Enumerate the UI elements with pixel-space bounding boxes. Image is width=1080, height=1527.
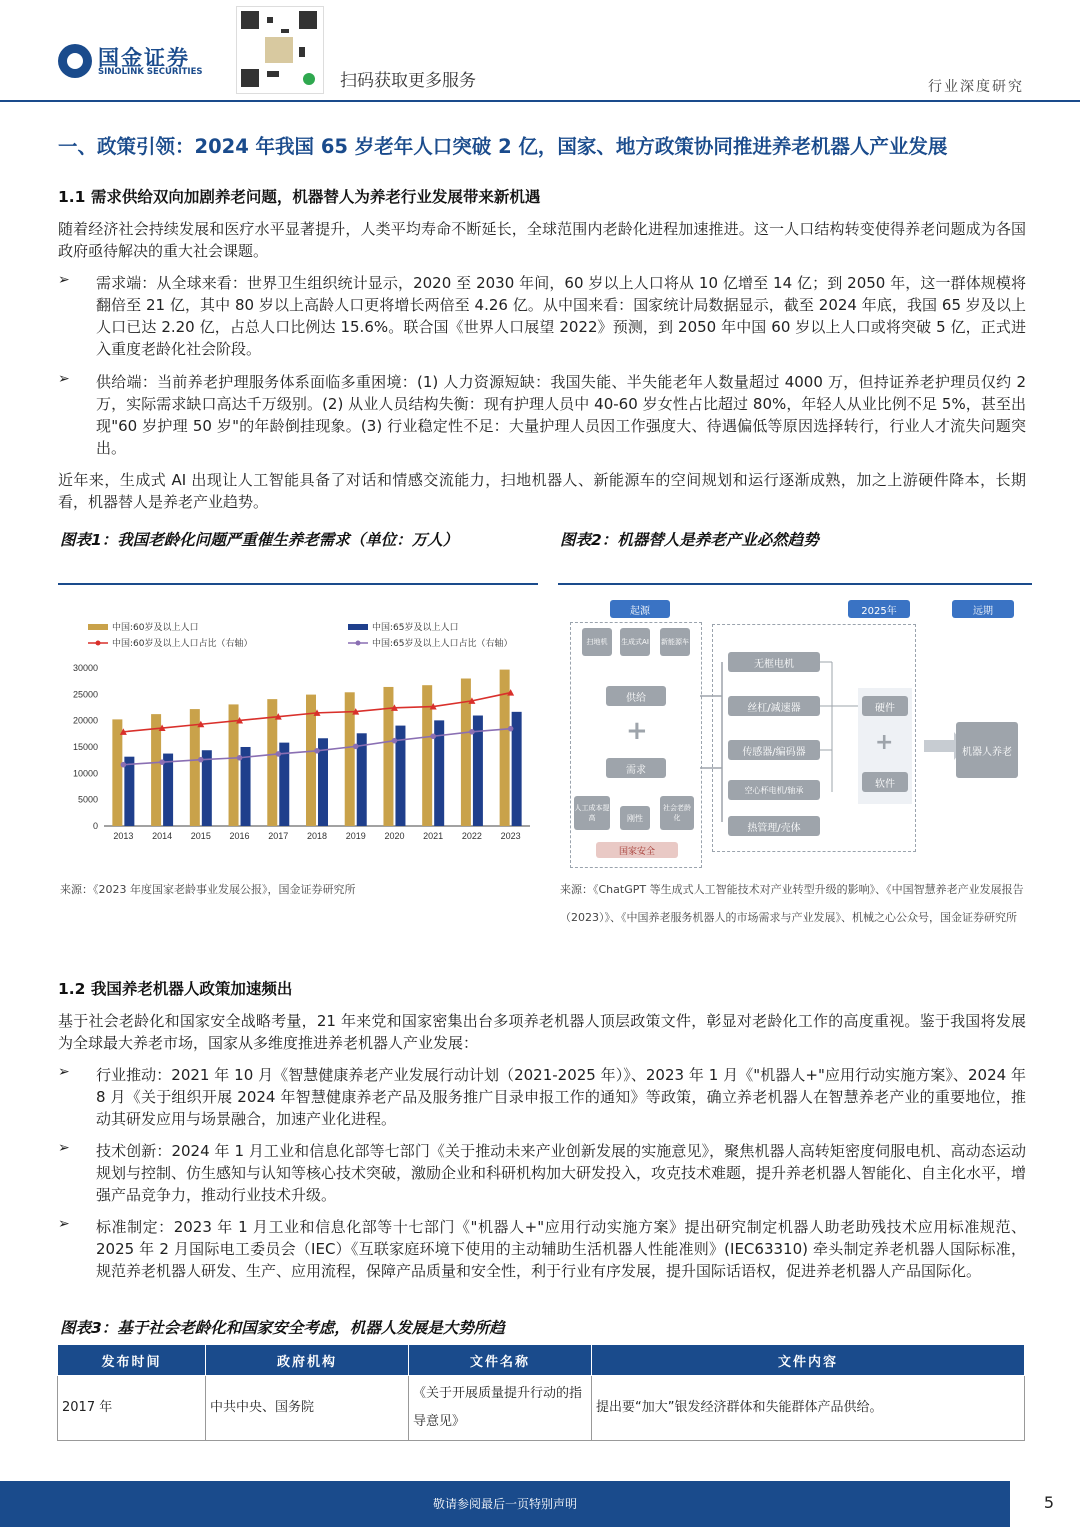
bar (163, 754, 173, 826)
bullet-industry: 行业推动：2021 年 10 月《智慧健康养老产业发展行动计划（2021-2025 年）》、2023 年 1 月《"机器人+"应用行动实施方案》、2024 年 8 月《关于组织开展 2024 年智慧健康养老产品及服务推广目录申报工作的通知》等政策，确立养老机器人在智慧养老产业的重要地位，推动其研发应用与场景融合，加速产业化进程。 (96, 1066, 1026, 1128)
cell-content: 提出要“加大”银发经济群体和失能群体产品供给。 (592, 1376, 1025, 1441)
src-item: 扫地机 (582, 628, 612, 656)
src-item: 新能源车 (660, 628, 690, 656)
legend-label: 中国:65岁及以上人口 (372, 623, 459, 633)
page-number: 5 (1043, 1493, 1054, 1512)
bullet-tech: 技术创新：2024 年 1 月工业和信息化部等七部门《关于推动未来产业创新发展的实施意见》，聚焦机器人高转矩密度伺服电机、高动态运动规划与控制、仿生感知与认知等核心技术突破，激励企业和科研机构加大研发投入，攻克技术难题，提升养老机器人智能化、自主化水平，增强产品竞争力，推动行业技术升级。 (96, 1142, 1027, 1204)
col-header-agency: 政府机构 (206, 1345, 409, 1376)
supply-box: 供给 (606, 686, 666, 706)
logo-icon (58, 44, 92, 78)
y-tick-label: 20000 (72, 715, 98, 726)
bullet-demand: 需求端：从全球来看：世界卫生组织统计显示，2020 至 2030 年间，60 岁以上人口将从 10 亿增至 14 亿；到 2050 年，这一群体规模将翻倍至 21 亿，其中 80 岁以上高龄人口更将增长两倍至 4.26 亿。从中国来看：国家统计局数据显示，截至 2024 年底，我国 65 岁及以上人口已达 2.20 亿，占总人口比例达 15.6%。联合国《世界人口展望 2022》预测，到 2050 年中国 60 岁以上人口或将突破 5 亿，正式进入重度老龄化社会阶段。 (96, 274, 1026, 358)
line-point (275, 751, 281, 757)
figure1-source: 来源：《2023 年度国家老龄事业发展公报》，国金证券研究所 (60, 883, 356, 896)
report-type: 行业深度研究 (928, 79, 1024, 95)
table-row (58, 1376, 1025, 1441)
component-screw-reducer: 丝杠/减速器 (728, 696, 820, 716)
demand-item: 人工成本提高 (574, 796, 610, 830)
line-point (508, 726, 514, 732)
cell-date: 2017 年 (58, 1376, 206, 1441)
plus-icon: + (626, 716, 648, 746)
stage-origin: 起源 (610, 600, 670, 618)
qr-code-icon[interactable] (236, 6, 324, 94)
paragraph-trend: 近年来，生成式 AI 出现让人工智能具备了对话和情感交流能力，扫地机器人、新能源车的空间规划和运行逐渐成熟，加之上游硬件降本，长期看，机器替人是养老产业趋势。 (58, 471, 1026, 511)
paragraph-policy-intro: 基于社会老龄化和国家安全战略考量，21 年来党和国家密集出台多项养老机器人顶层政策文件，彰显对老龄化工作的高度重视。鉴于我国将发展为全球最大养老市场，国家从多维度推进养老机器人产业发展： (58, 1012, 1026, 1052)
line-point (198, 757, 204, 763)
demand-box: 需求 (606, 758, 666, 778)
component-frameless-motor: 无框电机 (728, 652, 820, 672)
y-tick-label: 15000 (72, 742, 98, 752)
hardware-box: 硬件 (862, 696, 908, 716)
national-security-box: 国家安全 (596, 842, 678, 858)
x-tick-label: 2019 (345, 831, 366, 841)
demand-item: 刚性 (620, 806, 650, 830)
demand-item: 社会老龄化 (660, 796, 694, 830)
x-tick-label: 2016 (229, 831, 250, 841)
x-tick-label: 2017 (268, 831, 289, 841)
cell-document: 《关于开展质量提升行动的指导意见》 (409, 1376, 592, 1441)
figure2-title: 图表2：机器替人是养老产业必然趋势 (560, 531, 819, 549)
x-tick-label: 2013 (113, 831, 134, 841)
figure1-rule (58, 583, 538, 585)
src-item: 生成式AI (620, 628, 650, 656)
x-tick-label: 2018 (306, 831, 328, 841)
line-point (159, 759, 165, 765)
x-tick-label: 2023 (500, 831, 521, 841)
legend-label: 中国:60岁及以上人口占比（右轴） (112, 639, 253, 649)
line-point (353, 744, 359, 750)
x-tick-label: 2020 (384, 831, 405, 841)
x-tick-label: 2021 (423, 831, 444, 841)
logo-name-cn: 国金证券 (98, 46, 190, 70)
line-point (469, 729, 475, 735)
bar (124, 757, 134, 826)
line-point (392, 738, 398, 744)
legend-swatch (356, 641, 361, 646)
component-thermal-housing: 热管理/壳体 (728, 816, 820, 836)
robot-elderly-care-box: 机器人养老 (956, 722, 1018, 778)
y-tick-label: 30000 (72, 663, 98, 673)
paragraph-intro: 随着经济社会持续发展和医疗水平显著提升，人类平均寿命不断延长，全球范围内老龄化进程加速推进。这一人口结构转变使得养老问题成为各国政府亟待解决的重大社会课题。 (58, 220, 1026, 260)
line-point (237, 755, 243, 761)
subsection-title-1-2: 1.2 我国养老机器人政策加速频出 (58, 980, 293, 998)
y-tick-label: 10000 (72, 768, 98, 779)
section-title: 一、政策引领：2024 年我国 65 岁老年人口突破 2 亿，国家、地方政策协同推进养老机器人产业发展 (58, 135, 948, 158)
line-point (314, 748, 320, 754)
robot-trend-diagram (562, 592, 1028, 870)
chart-svg (60, 596, 540, 866)
bullet-supply: 供给端：当前养老护理服务体系面临多重困境：(1) 人力资源短缺：我国失能、半失能老年人数量超过 4000 万，但持证养老护理员仅约 2 万，实际需求缺口高达千万级别。(2) 从业人员结构失衡：现有护理人员中 40-60 岁女性占比超过 80%，年轻人从业比例不足 5%，甚至出现"60 岁护理 50 岁"的年龄倒挂现象。(3) 行业稳定性不足：大量护理人员因工作强度大、待遇偏低等原因选择转行，行业人才流失问题突出。 (96, 373, 1026, 457)
col-header-document: 文件名称 (409, 1345, 592, 1376)
subsection-title-1-1: 1.1 需求供给双向加剧养老问题，机器替人为养老行业发展带来新机遇 (58, 188, 541, 206)
bar (202, 750, 212, 826)
legend-swatch (348, 624, 368, 630)
bullet-arrow-icon: ➢ (58, 272, 70, 288)
cell-agency: 中共中央、国务院 (206, 1376, 409, 1441)
col-header-date: 发布时间 (58, 1345, 206, 1376)
stage-2025: 2025年 (848, 600, 910, 618)
component-coreless-motor: 空心杯电机/轴承 (728, 780, 820, 800)
qr-caption: 扫码获取更多服务 (340, 71, 476, 91)
line-point (430, 733, 436, 739)
plus-icon: + (875, 730, 894, 755)
y-tick-label: 5000 (77, 794, 98, 805)
line-point (121, 762, 127, 768)
bullet-arrow-icon: ➢ (58, 1064, 70, 1080)
col-header-content: 文件内容 (592, 1345, 1025, 1376)
bar (112, 719, 122, 826)
figure2-source: 来源：《ChatGPT 等生成式人工智能技术对产业转型升级的影响》、《中国智慧养老产业发展报告（2023）》、《中国养老服务机器人的市场需求与产业发展》、机械之心公众号，国金证券研究所 (560, 883, 1024, 924)
bullet-arrow-icon: ➢ (58, 1140, 70, 1156)
x-tick-label: 2015 (190, 831, 211, 841)
legend-label: 中国:65岁及以上人口占比（右轴） (372, 639, 513, 649)
y-tick-label: 25000 (72, 689, 98, 700)
component-sensor-encoder: 传感器/编码器 (728, 740, 820, 760)
x-tick-label: 2014 (152, 831, 173, 841)
table-header-row (58, 1345, 1025, 1376)
figure3-title: 图表3：基于社会老龄化和国家安全考虑，机器人发展是大势所趋 (60, 1319, 505, 1337)
figure1-title: 图表1：我国老龄化问题严重催生养老需求（单位：万人） (60, 531, 459, 549)
legend-label: 中国:60岁及以上人口 (112, 623, 199, 633)
stage-far: 远期 (952, 600, 1014, 618)
aging-population-chart (60, 596, 540, 866)
header-divider (0, 100, 1080, 102)
software-box: 软件 (862, 772, 908, 792)
legend-swatch (96, 641, 101, 646)
legend-swatch (88, 624, 108, 630)
policy-table (57, 1344, 1025, 1441)
bullet-standard: 标准制定：2023 年 1 月工业和信息化部等十七部门《"机器人+"应用行动实施方案》提出研究制定机器人助老助残技术应用标准规范、2025 年 2 月国际电工委员会（IEC）《互联家庭环境下使用的主动辅助生活机器人性能准则》(IEC63310) 牵头制定养老机器人国际标准，规范养老机器人研发、生产、应用流程，保障产品质量和安全性，利于行业有序发展，提升国际话语权，促进养老机器人产品国际化。 (96, 1218, 1026, 1280)
x-tick-label: 2022 (461, 831, 482, 841)
series-line (123, 729, 510, 765)
bullet-arrow-icon: ➢ (58, 371, 70, 387)
y-tick-label: 0 (92, 821, 98, 831)
footer-disclaimer[interactable]: 敬请参阅最后一页特别声明 (432, 1497, 577, 1511)
figure2-rule (558, 583, 1032, 585)
logo-name-en: SINOLINK SECURITIES (98, 67, 203, 77)
bullet-arrow-icon: ➢ (58, 1216, 70, 1232)
